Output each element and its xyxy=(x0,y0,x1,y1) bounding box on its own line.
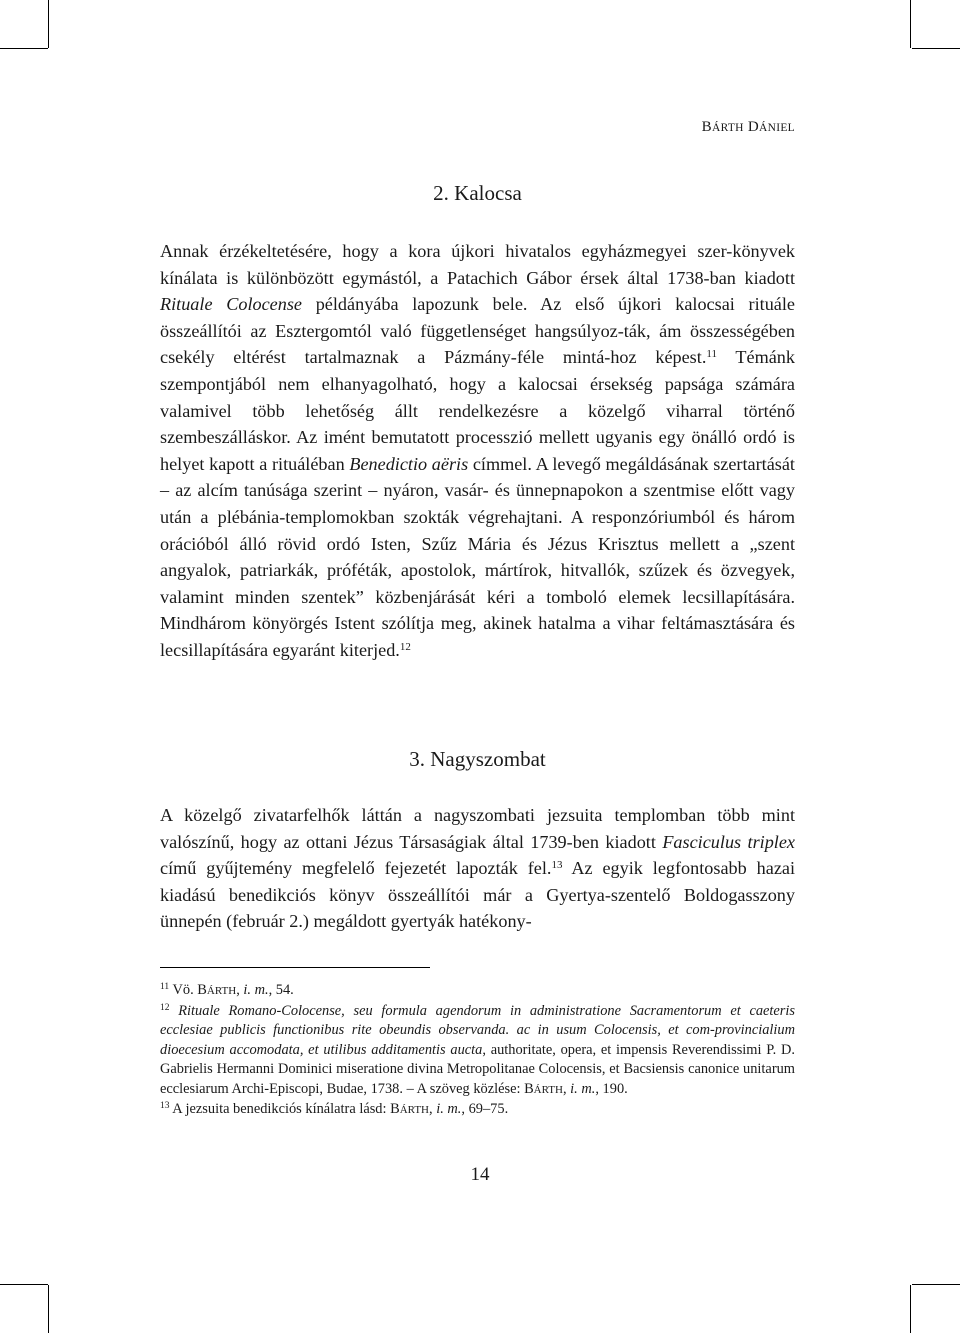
crop-mark-bottom-left-vertical xyxy=(48,1285,49,1333)
text-run: Vö. B xyxy=(169,982,207,998)
section-heading-kalocsa: 2. Kalocsa xyxy=(433,181,522,205)
running-header xyxy=(702,119,795,136)
smallcaps-author: ÁRTH xyxy=(399,1104,429,1116)
text-run: példányába lapozunk bele. Az első újkori kalocsai rituále összeállítói az Esztergomtól való függetlenséget hangsúlyoz-ták, ám összességében csekély eltérést tartalmaznak a Pázmány-féle mintá-hoz képest. xyxy=(160,294,795,368)
crop-mark-bottom-right-horizontal xyxy=(912,1284,960,1285)
text-run: A jezsuita benedikciós kínálatra lásd: B xyxy=(169,1101,400,1117)
text-run: címmel. A levegő megáldásának szertartását – az alcím tanúsága szerint – nyáron, vasár- és ünnepnapokon a szentmise előtt vagy után a plébánia-templomokban szokták végrehajtani. A responzóriumból és három orációból álló rövid ordó Isten, Szűz Mária és Jézus Krisztus mellett a „szent angyalok, patriarkák, próféták, apostolok, mártírok, hitvallók, szűzek és özvegyek, valamint minden szentek” közbenjárását kéri a tomboló elemek lecsillapítására. Mindhárom könyörgés Istent szólítja meg, akinek hatalma a vihar feltámasztására és lecsillapítására egyaránt kiterjed. xyxy=(160,453,795,660)
header-smallcaps-1: ÁRTH xyxy=(711,122,744,134)
paragraph xyxy=(160,238,795,664)
footnote-13 xyxy=(160,1100,795,1121)
italic-title: Rituale Colocense xyxy=(160,294,302,315)
section-body-nagyszombat xyxy=(160,802,795,935)
header-initial-2: D xyxy=(747,119,759,135)
footnote-ref[interactable]: 13 xyxy=(551,859,563,872)
text-run: Témánk szempontjából nem elhanyagolható, hogy a kalocsai érsekség papsága számára valamivel több lehetőség állt rendelkezésre a közelgő viharral történő szembeszálláskor. Az imént bemutatott processzió mellett ugyanis egy önálló ordó is helyet kapott a rituáléban xyxy=(160,347,795,474)
footnote-number: 13 xyxy=(160,1101,170,1111)
italic-text: i. m. xyxy=(570,1080,596,1097)
header-initial-1: B xyxy=(701,119,712,135)
crop-mark-top-left-vertical xyxy=(48,0,49,48)
footnote-11 xyxy=(160,981,795,1002)
italic-title: Rituale Romano-Colocense, seu formula agendorum in administratione Sacramentorum et caeteris ecclesiae publicis functionibus rite obeundis observanda. ac in usum Colocensis, et com-provincialium dioecesium accomodata, et utilibus additamentis aucta xyxy=(160,1002,795,1058)
footnote-number: 11 xyxy=(160,982,170,992)
text-run: , 190. xyxy=(595,1080,628,1097)
italic-title: Benedictio aëris xyxy=(349,453,469,474)
text-run: , 69–75. xyxy=(461,1101,509,1117)
smallcaps-author: ÁRTH xyxy=(206,985,237,997)
header-smallcaps-2: ÁNIEL xyxy=(759,122,795,134)
italic-text: i. m. xyxy=(243,982,269,998)
text-run: , xyxy=(429,1101,437,1117)
text-run: , 54. xyxy=(268,982,294,998)
crop-mark-bottom-right-vertical xyxy=(910,1285,911,1333)
paragraph xyxy=(160,802,795,935)
text-run: , xyxy=(562,1080,571,1097)
footnote-separator xyxy=(160,967,430,968)
text-run: Annak érzékeltetésére, hogy a kora újkori hivatalos egyházmegyei szer-könyvek kínálata is különbözött egymástól, a Patachich Gábor érsek által 1738-ban kiadott xyxy=(160,241,795,288)
crop-mark-top-right-horizontal xyxy=(912,48,960,49)
footnote-12 xyxy=(160,1002,795,1101)
text-run: , xyxy=(236,982,244,998)
page-number: 14 xyxy=(470,1164,490,1185)
crop-mark-top-right-vertical xyxy=(910,0,911,48)
text-run: A közelgő zivatarfelhők láttán a nagyszombati jezsuita templomban több mint valószínű, hogy az ottani Jézus Társaságiak által 1739-ben kiadott xyxy=(160,805,795,852)
section-body-kalocsa xyxy=(160,238,795,664)
text-run: című gyűjtemény megfelelő fejezetét lapozták fel. xyxy=(160,858,552,879)
crop-mark-bottom-left-horizontal xyxy=(0,1284,48,1285)
footnotes xyxy=(160,981,795,1121)
footnote-number: 12 xyxy=(160,1002,170,1013)
italic-title: Fasciculus triplex xyxy=(662,831,795,852)
text-run: Az egyik legfontosabb hazai kiadású benedikciós könyv összeállítói már a Gyertya-szentelő Boldogasszony ünnepén (február 2.) megáldott gyertyák hatékony- xyxy=(160,858,796,932)
footnote-ref[interactable]: 11 xyxy=(706,348,717,361)
italic-text: i. m. xyxy=(436,1101,462,1117)
smallcaps-author: ÁRTH xyxy=(533,1083,563,1096)
crop-mark-top-left-horizontal xyxy=(0,48,48,49)
footnote-ref[interactable]: 12 xyxy=(399,640,411,653)
section-heading-nagyszombat: 3. Nagyszombat xyxy=(409,747,546,771)
text-run: , authoritate, opera, et impensis Reverendissimi P. D. Gabrielis Hermanni Dominici miseratione divina Metropolitanae Colocensis, et Bacsiensis canonice unitarum ecclesiarum Archi-Episcopi, Budae, 1738. – A szöveg közlése: B xyxy=(160,1041,795,1097)
